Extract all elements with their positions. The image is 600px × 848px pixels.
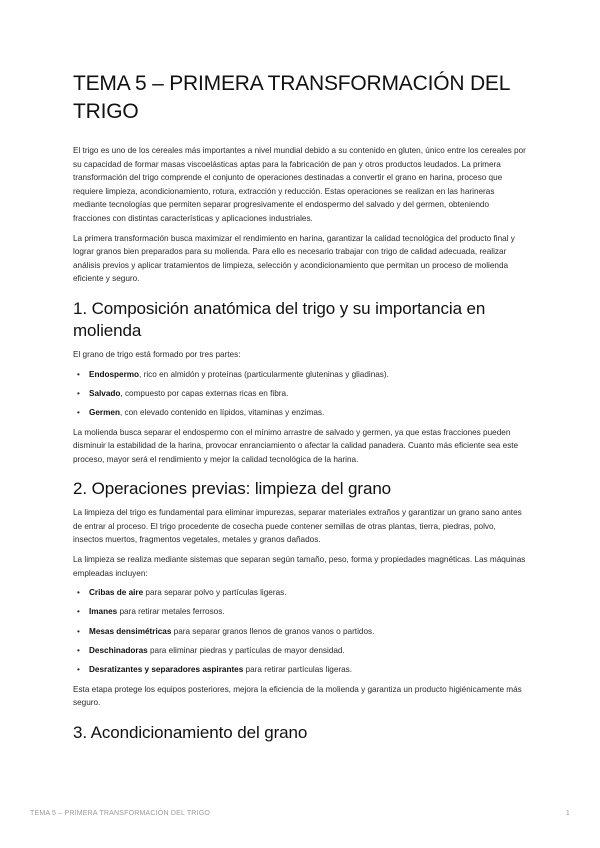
bullet-icon: • xyxy=(77,407,80,417)
footer-label: TEMA 5 – PRIMERA TRANSFORMACIÓN DEL TRIGO xyxy=(30,810,210,817)
list-item xyxy=(77,586,528,600)
list-item-text: , con elevado contenido en lípidos, vitaminas y enzimas. xyxy=(119,407,325,417)
list-item-term: Endospermo xyxy=(89,369,140,379)
list-item-term: Mesas densimétricas xyxy=(89,626,172,636)
list-item-text: para separar polvo y partículas ligeras. xyxy=(143,588,287,598)
list-item-term: Salvado xyxy=(89,388,121,398)
section-2-list xyxy=(73,586,528,676)
list-item-text: para retirar partículas ligeras. xyxy=(243,665,353,674)
bullet-icon: • xyxy=(77,665,80,674)
list-item xyxy=(77,368,528,382)
list-item-term: Cribas de aire xyxy=(89,588,144,598)
section-2-paragraph-1: La limpieza del trigo es fundamental para eliminar impurezas, separar materiales extraños y garantizar un grano sano antes de entrar al proceso. El trigo procedente de cosecha puede contener semillas de otras plantas, tierra, piedras, polvo, insectos muertos, fragmentos vegetales, metales y granos dañados. xyxy=(73,508,522,545)
bullet-icon: • xyxy=(77,388,80,398)
list-item xyxy=(77,387,528,401)
list-item-text: para retirar metales ferrosos. xyxy=(117,607,225,617)
list-item-term: Deschinadoras xyxy=(89,645,148,655)
list-item xyxy=(77,605,528,619)
section-2-heading: 2. Operaciones previas: limpieza del grano xyxy=(73,479,392,499)
list-item-text: , rico en almidón y proteínas (particularmente gluteninas y gliadinas). xyxy=(139,369,389,379)
bullet-icon: • xyxy=(77,607,80,617)
list-item-term: Imanes xyxy=(89,607,118,617)
page-content xyxy=(73,70,528,750)
bullet-icon: • xyxy=(77,588,80,598)
section-1-lead: El grano de trigo está formado por tres partes: xyxy=(73,349,241,359)
bullet-icon: • xyxy=(77,645,80,655)
list-item xyxy=(77,625,528,639)
section-1-list xyxy=(73,368,528,420)
list-item-text: para separar granos llenos de granos vanos o partidos. xyxy=(171,626,375,636)
list-item xyxy=(77,644,528,658)
intro-paragraph-2: La primera transformación busca maximizar el rendimiento en harina, garantizar la calidad tecnológica del producto final y lograr granos bien preparados para su molienda. Para ello es necesario trabajar con trigo de calidad adecuada, realizar análisis previos y aplicar tratamientos de limpieza, selección y acondicionamiento que permitan un proceso de molienda eficiente y seguro. xyxy=(73,233,515,284)
intro-paragraph-1: El trigo es uno de los cereales más importantes a nivel mundial debido a su contenido en gluten, único entre los cereales por su capacidad de formar masas viscoelásticas aptas para la fabricación de pan y otros productos leudados. La primera transformación del trigo comprende el conjunto de operaciones destinadas a convertir el grano en harina, proceso que requiere limpieza, acondicionamiento, rotura, extracción y reducción. Estas operaciones se realizan en las harineras mediante tecnologías que permiten separar progresivamente el endospermo del salvado y del germen, obteniendo fracciones con distintas características y aplicaciones industriales. xyxy=(73,146,526,223)
page-number: 1 xyxy=(565,810,570,817)
section-1-heading: 1. Composición anatómica del trigo y su importancia en molienda xyxy=(73,298,486,340)
list-item-term: Germen xyxy=(89,407,120,417)
list-item xyxy=(77,406,528,420)
list-item-text: para eliminar piedras y partículas de mayor densidad. xyxy=(147,645,345,655)
page-title: TEMA 5 – PRIMERA TRANSFORMACIÓN DEL TRIGO xyxy=(73,72,510,123)
section-2-closing: Esta etapa protege los equipos posteriores, mejora la eficiencia de la molienda y garantiza un producto higiénicamente más seguro. xyxy=(73,684,522,708)
list-item-term: Desratizantes y separadores aspirantes xyxy=(89,665,244,674)
bullet-icon: • xyxy=(77,369,80,379)
list-item xyxy=(77,663,528,677)
list-item-text: , compuesto por capas externas ricas en fibra. xyxy=(120,388,289,398)
bullet-icon: • xyxy=(77,626,80,636)
section-3-heading: 3. Acondicionamiento del grano xyxy=(73,722,308,742)
section-2-paragraph-2: La limpieza se realiza mediante sistemas que separan según tamaño, peso, forma y propiedades magnéticas. Las máquinas empleadas incluyen: xyxy=(73,555,526,578)
section-1-closing: La molienda busca separar el endospermo con el mínimo arrastre de salvado y germen, ya que estas fracciones pueden disminuir la estabilidad de la harina, provocar enranciamiento o afectar la calidad panadera. Cuanto más eficiente sea este proceso, mayor será el rendimiento y mejor la calidad tecnológica de la harina. xyxy=(73,427,519,464)
